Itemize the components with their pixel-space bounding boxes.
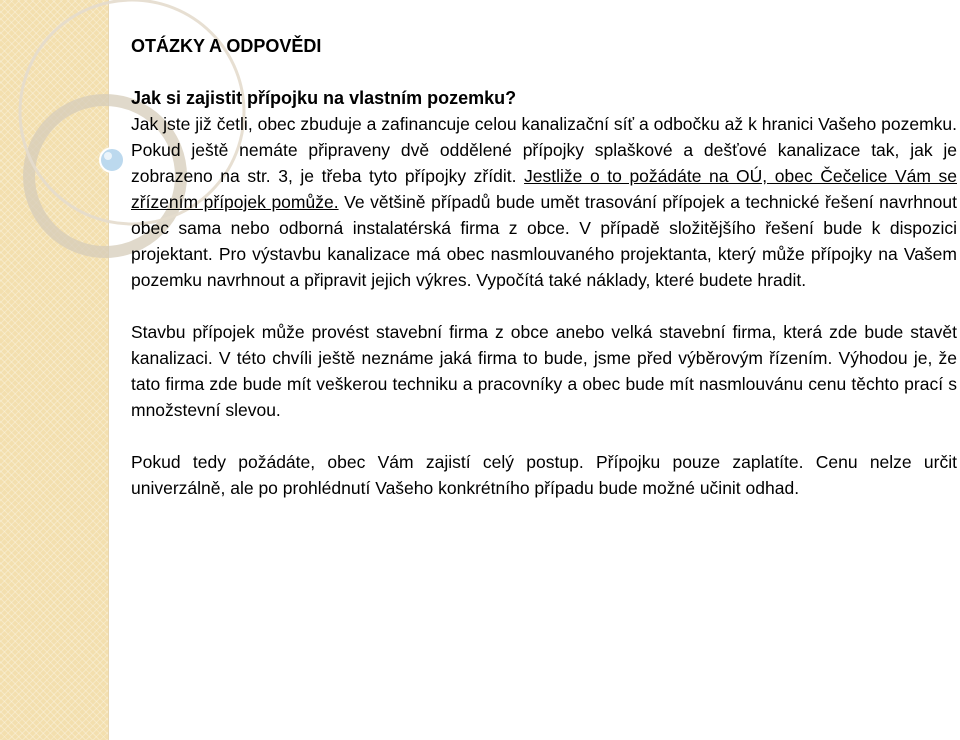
decorative-sidebar xyxy=(0,0,109,740)
paragraph-2: Stavbu přípojek může provést stavební firma z obce anebo velká stavební firma, která zde bude stavět kanalizaci. V této chvíli ještě neznáme jaká firma to bude, jsme před výběrovým řízením. Výhodou je, že tato firma zde bude mít veškerou techniku a pracovníky a obec bude mít nasmlouvánu cenu těchto prací s množstevní slevou. xyxy=(131,322,957,420)
paragraph-3: Pokud tedy požádáte, obec Vám zajistí celý postup. Přípojku pouze zaplatíte. Cenu nelze určit univerzálně, ale po prohlédnutí Vašeho konkrétního případu bude možné učinit odhad. xyxy=(131,452,957,498)
question-heading: Jak si zajistit přípojku na vlastním pozemku? xyxy=(131,88,517,108)
paragraph-1 xyxy=(131,111,957,293)
page-title: OTÁZKY A ODPOVĚDI xyxy=(131,36,322,56)
paragraph-1-rest: Ve většině případů bude umět trasování přípojek a technické řešení navrhnout obec sama nebo odborná instalatérská firma z obce. V případě složitějšího řešení bude k dispozici projektant. Pro výstavbu kanalizace má obec nasmlouvaného projektanta, který může přípojky na Vašem pozemku navrhnout a připravit jejich výkres. Vypočítá také náklady, které budete hradit. xyxy=(131,192,957,290)
document-content xyxy=(131,33,957,501)
paragraph-1-underlined: Jestliže o to požádáte na OÚ, obec Čečelice Vám se zřízením přípojek pomůže. xyxy=(131,166,957,212)
paragraph-1-intro: Jak jste již četli, obec zbuduje a zafinancuje celou kanalizační síť a odbočku až k hranici Vašeho pozemku. Pokud ještě nemáte připraveny dvě oddělené přípojky splaškové a dešťové kanalizace tak, jak je zobrazeno na str. 3, je třeba tyto přípojky zřídit. xyxy=(131,114,957,186)
